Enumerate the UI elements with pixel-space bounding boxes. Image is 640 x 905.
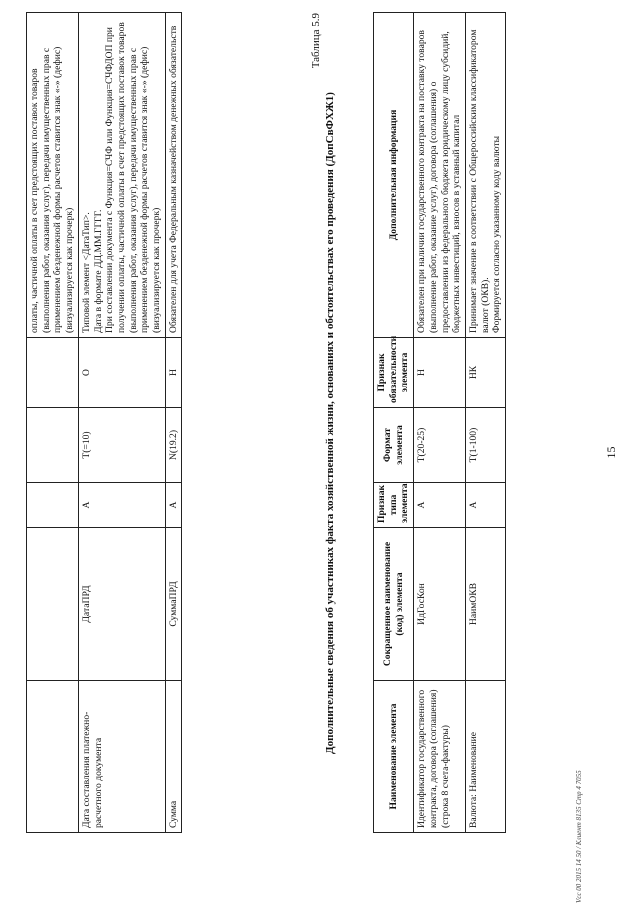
info-line: Принимает значение в соответствии с Общероссийским классификатором валют (ОКВ). (467, 29, 491, 333)
element-format: T(1-100) (465, 408, 505, 483)
element-type: А (78, 483, 165, 528)
info-line: Типовой элемент <ДатаТип>. (80, 212, 92, 333)
element-name: Идентификатор государственного контракта, договора (соглашения) (строка 8 счета-фактуры) (414, 681, 466, 833)
table-row (465, 13, 505, 833)
header-code: Сокращенное наименование (код) элемента (374, 528, 414, 681)
page-number: 15 (604, 446, 618, 459)
element-info (165, 13, 182, 338)
margin-note: Vcc 00 2015 14 50 / Клиент 8135 Стр 4 7055 (575, 770, 583, 903)
element-name: Валюта: Наименование (465, 681, 505, 833)
element-info (414, 13, 466, 338)
table-row (78, 13, 165, 833)
element-type: А (165, 483, 182, 528)
element-code: ДатаПРД (78, 528, 165, 681)
info-line: Дата в формате ДД.ММ.ГГГГ. (92, 209, 104, 333)
element-format: T(=10) (78, 408, 165, 483)
table-title: Дополнительные сведения об участниках факта хозяйственной жизни, основаниях и обстоятельствах его проведения (ДопСвФХЖ1) (324, 92, 336, 754)
info-line: Формируется согласно указанному коду валюты (491, 135, 503, 333)
info-line: При составлении документа с Функция=СЧФ или Функция=СЧФДОП при получении оплаты, частичной оплаты в счет предстоящих поставок товаров (выполнения работ, оказания услуг), передачи имущественных прав с применением безденежной формы расчетов ставится знак «-» (дефис) (визуализируется как прочерк) (104, 22, 163, 333)
table-row (414, 13, 466, 833)
element-required: Н (414, 338, 466, 408)
element-info (465, 13, 505, 338)
element-code: НаимОКВ (465, 528, 505, 681)
element-required: НК (465, 338, 505, 408)
header-name: Наименование элемента (374, 681, 414, 833)
element-code: ИдГосКон (414, 528, 466, 681)
table-header-row (374, 13, 414, 833)
header-format: Формат элемента (374, 408, 414, 483)
element-required: Н (165, 338, 182, 408)
element-info (78, 13, 165, 338)
header-info: Дополнительная информация (374, 13, 414, 338)
table-row (165, 13, 182, 833)
element-type: А (414, 483, 466, 528)
info-continuation: оплаты, частичной оплаты в счет предстоящих поставок товаров (выполнения работ, оказания услуг), передачи имущественных прав с применением безденежной формы расчетов ставится знак «-» (дефис) (визуализируется как прочерк) (27, 13, 79, 338)
element-format: N(19.2) (165, 408, 182, 483)
element-name: Дата составления платежно-расчетного документа (78, 681, 165, 833)
additional-info-table (373, 12, 506, 833)
table-row (27, 13, 79, 833)
info-line: Обязателен при наличии государственного контракта на поставку товаров (выполнение работ, оказание услуг), договора (соглашения) о предоставлении из федерального бюджета юридическому лицу субсидий, бюджетных инвестиций, взносов в уставный капитал (416, 30, 463, 333)
element-code: СуммаПРД (165, 528, 182, 681)
header-type: Признак типа элемента (374, 483, 414, 528)
element-type: А (465, 483, 505, 528)
table-label: Таблица 5.9 (310, 13, 322, 69)
element-format: T(20-25) (414, 408, 466, 483)
element-name: Сумма (165, 681, 182, 833)
continuation-table (26, 12, 182, 833)
header-required: Признак обязательности элемента (374, 338, 414, 408)
element-required: О (78, 338, 165, 408)
info-line: Обязателен для учета Федеральным казначейством денежных обязательств (167, 25, 179, 333)
